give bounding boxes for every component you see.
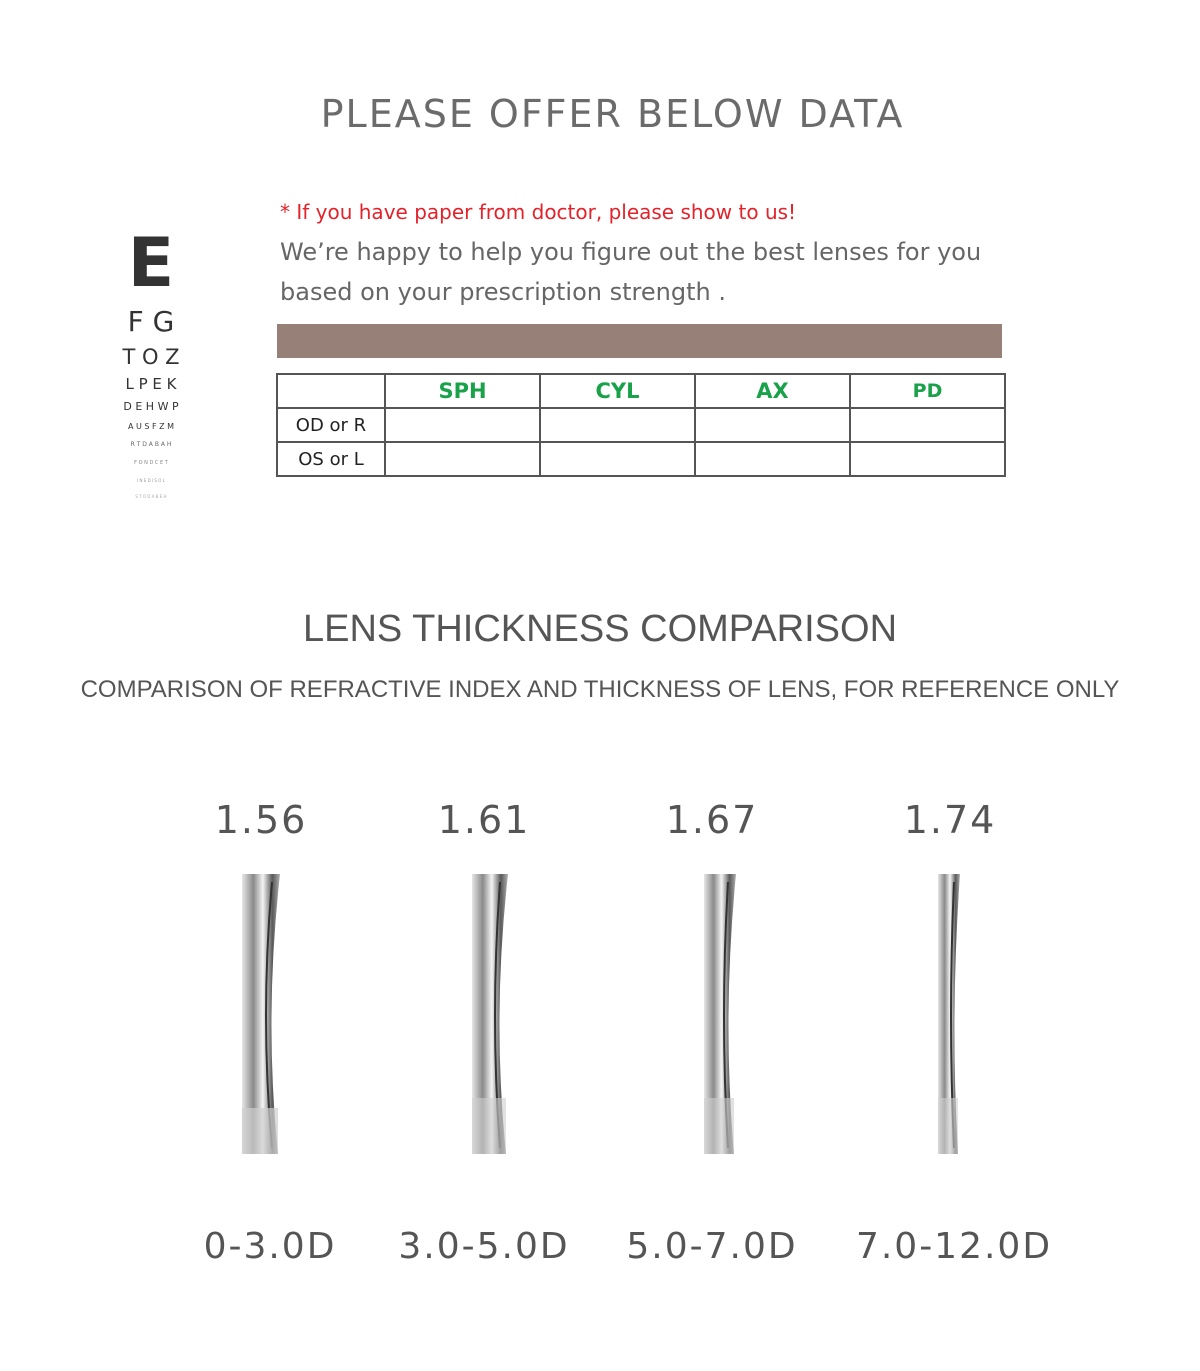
help-text-line: We’re happy to help you figure out the best lenses for you <box>280 238 982 266</box>
section-subtitle: COMPARISON OF REFRACTIVE INDEX AND THICKNESS OF LENS, FOR REFERENCE ONLY <box>80 676 1120 703</box>
pd-right-input[interactable] <box>850 408 1005 442</box>
eye-chart-row: T O Z <box>122 345 180 369</box>
eye-chart-row: E <box>127 224 175 303</box>
column-header-ax: AX <box>695 374 850 408</box>
eye-chart-row: L P E K <box>125 375 177 393</box>
lens-power-range: 5.0-7.0D <box>626 1226 798 1267</box>
lens-power-range: 3.0-5.0D <box>398 1226 570 1267</box>
sph-right-input[interactable] <box>385 408 540 442</box>
ax-left-input[interactable] <box>695 442 850 476</box>
prescription-table <box>276 373 1006 477</box>
cyl-right-input[interactable] <box>540 408 695 442</box>
ax-right-input[interactable] <box>695 408 850 442</box>
section-title: LENS THICKNESS COMPARISON <box>302 608 898 650</box>
eye-chart-row: A U S F Z M <box>127 422 175 431</box>
lens-index-label: 1.67 <box>665 798 759 842</box>
eye-chart-row: F O N D C E T <box>134 460 168 466</box>
page-title: PLEASE OFFER BELOW DATA <box>320 92 905 136</box>
eye-chart-row: D E H W P <box>123 400 179 413</box>
eye-chart-row: F G <box>127 305 175 338</box>
eye-chart-row: R T D A B A H <box>130 441 172 448</box>
lens-index-label: 1.56 <box>214 798 308 842</box>
sph-left-input[interactable] <box>385 442 540 476</box>
doctor-paper-note: * If you have paper from doctor, please show to us! <box>280 200 797 224</box>
cyl-left-input[interactable] <box>540 442 695 476</box>
row-label-right-eye: OD or R <box>277 408 385 442</box>
row-label-left-eye: OS or L <box>277 442 385 476</box>
table-corner-cell <box>277 374 385 408</box>
column-header-pd: PD <box>850 374 1005 408</box>
eye-chart-row: I N E D I S O L <box>137 478 165 483</box>
lens-index-label: 1.61 <box>437 798 531 842</box>
pd-left-input[interactable] <box>850 442 1005 476</box>
eye-chart <box>96 224 206 504</box>
eye-chart-row: S T O D A B E H <box>135 494 167 499</box>
table-row <box>277 442 1005 476</box>
lens-cross-section-image <box>236 872 286 1162</box>
lens-cross-section-image <box>700 872 740 1162</box>
column-header-cyl: CYL <box>540 374 695 408</box>
lens-power-range: 0-3.0D <box>203 1226 337 1267</box>
help-text-line: based on your prescription strength . <box>280 278 726 306</box>
lens-power-range: 7.0-12.0D <box>855 1226 1053 1267</box>
lens-cross-section-image <box>934 872 964 1162</box>
table-header-row <box>277 374 1005 408</box>
lens-index-label: 1.74 <box>903 798 997 842</box>
header-bar <box>277 324 1002 358</box>
column-header-sph: SPH <box>385 374 540 408</box>
table-row <box>277 408 1005 442</box>
lens-cross-section-image <box>468 872 512 1162</box>
